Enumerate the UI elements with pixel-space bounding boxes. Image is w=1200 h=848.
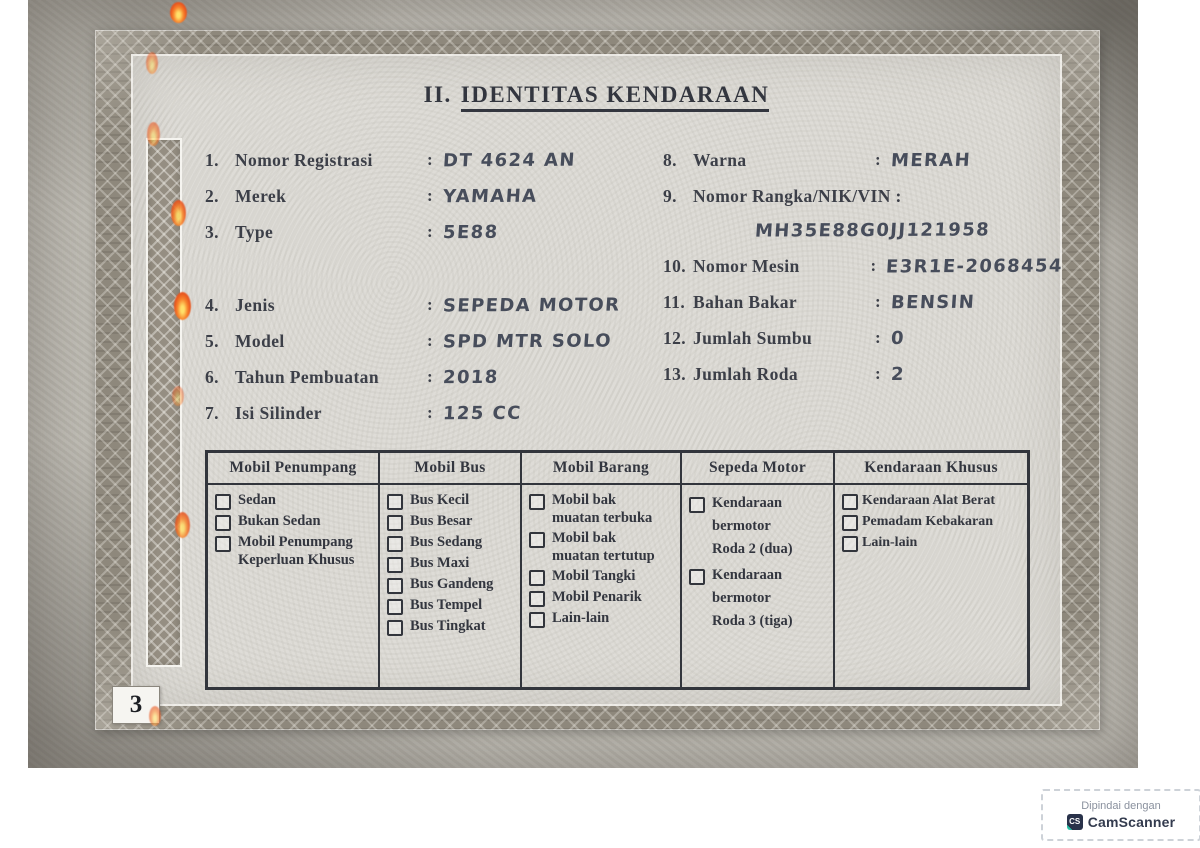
checkbox-icon (215, 515, 231, 531)
section-number: II. (423, 82, 452, 107)
field-value-handwritten: MH35E88G0JJ121958 (754, 218, 991, 242)
field-number: 10. (663, 255, 687, 276)
vehicle-category-table (205, 450, 1030, 690)
checkbox-item-line: Mobil Penumpang (238, 534, 353, 550)
checkbox-item-line: Bus Tempel (410, 597, 483, 613)
scan-photo (28, 0, 1138, 768)
checkbox-item-label (410, 492, 469, 510)
checkbox-item (842, 492, 1024, 510)
checkbox-item-line: Sedan (238, 492, 276, 508)
field-label-text: Warna (693, 149, 747, 170)
checkbox-item-line: Roda 3 (tiga) (712, 613, 793, 629)
category-header: Mobil Penumpang (208, 453, 378, 485)
field-number: 11. (663, 291, 686, 312)
field-value-handwritten: MERAH (890, 149, 972, 171)
field-value-handwritten: 2018 (442, 366, 500, 388)
field-number: 3. (205, 221, 219, 242)
checkbox-item-label (552, 492, 652, 527)
field-row (205, 287, 655, 323)
field-value-handwritten: E3R1E-2068454 (885, 255, 1064, 277)
field-label (663, 328, 875, 349)
field-label-text: Jumlah Sumbu (693, 327, 813, 348)
checkbox-item-label (712, 564, 793, 633)
field-label-text: Nomor Registrasi (235, 149, 373, 170)
checkbox-item-label (410, 618, 486, 636)
checkbox-item (689, 492, 830, 561)
checkbox-item-line: Mobil Penarik (552, 589, 642, 605)
checkbox-item-label (410, 555, 469, 573)
checkbox-icon (689, 569, 705, 585)
category-body (682, 485, 833, 687)
checkbox-item-label (862, 513, 993, 531)
field-row (205, 142, 655, 178)
field-value-row (663, 214, 1063, 246)
field-number: 9. (663, 185, 677, 206)
field-label (663, 256, 871, 277)
field-colon: : (427, 222, 433, 241)
field-label (205, 295, 427, 316)
checkbox-item (215, 513, 375, 531)
category-column (380, 453, 522, 687)
category-header: Kendaraan Khusus (835, 453, 1027, 485)
checkbox-icon (387, 578, 403, 594)
field-label-text: Type (235, 221, 274, 242)
field-colon: : (427, 403, 433, 422)
checkbox-item (842, 513, 1024, 531)
checkbox-icon (387, 599, 403, 615)
checkbox-icon (529, 591, 545, 607)
checkbox-item (387, 555, 517, 573)
checkbox-item (529, 610, 677, 628)
watermark-brand: CamScanner (1087, 814, 1176, 830)
checkbox-item-line: Keperluan Khusus (238, 551, 355, 568)
checkbox-item-line: Pemadam Kebakaran (862, 514, 994, 529)
category-column (682, 453, 835, 687)
checkbox-icon (529, 532, 545, 548)
checkbox-item (529, 568, 677, 586)
checkbox-item (842, 534, 1024, 552)
field-row (205, 359, 655, 395)
checkbox-icon (842, 494, 858, 510)
field-value-handwritten: DT 4624 AN (442, 149, 577, 171)
category-header: Mobil Barang (522, 453, 680, 485)
checkbox-icon (387, 557, 403, 573)
checkbox-icon (387, 620, 403, 636)
category-body (835, 485, 1027, 687)
checkbox-icon (387, 515, 403, 531)
camscanner-logo-icon: CS (1067, 814, 1083, 830)
field-colon: : (870, 256, 877, 275)
ink-mark (174, 292, 191, 320)
ink-mark (172, 386, 184, 406)
checkbox-item-line: Bus Maxi (410, 555, 470, 571)
field-row (663, 248, 1063, 284)
field-label-text: Model (235, 330, 285, 351)
checkbox-item-label (238, 534, 354, 569)
field-label-text: Jenis (235, 294, 275, 315)
field-value-handwritten: 2 (890, 363, 906, 385)
field-label-text: Nomor Rangka/NIK/VIN : (693, 185, 902, 206)
watermark-brand-row (1067, 814, 1176, 830)
checkbox-item-label (552, 530, 655, 565)
checkbox-item-label (238, 492, 276, 510)
checkbox-item (215, 534, 375, 569)
spacer (205, 250, 655, 287)
field-label-text: Jumlah Roda (693, 363, 799, 384)
field-row (663, 356, 1063, 392)
fields-left-column (205, 142, 655, 431)
field-label-text: Isi Silinder (235, 402, 322, 423)
field-label (205, 222, 427, 243)
field-label-text: Tahun Pembuatan (235, 366, 379, 387)
field-colon: : (427, 150, 433, 169)
category-column (835, 453, 1027, 687)
checkbox-item-label (552, 589, 642, 607)
field-label (205, 186, 427, 207)
field-number: 2. (205, 185, 219, 206)
field-number: 6. (205, 366, 219, 387)
field-number: 7. (205, 402, 219, 423)
field-value-handwritten: 0 (890, 327, 906, 349)
field-label (663, 186, 902, 207)
category-header: Sepeda Motor (682, 453, 833, 485)
checkbox-icon (529, 612, 545, 628)
checkbox-item-line: Mobil bak (552, 492, 617, 508)
checkbox-item-line: Kendaraan (712, 495, 783, 511)
ink-mark (175, 512, 190, 538)
checkbox-item-line: Bukan Sedan (238, 513, 321, 529)
field-colon: : (427, 331, 433, 350)
checkbox-item (529, 589, 677, 607)
field-value-handwritten: YAMAHA (442, 185, 539, 207)
checkbox-item (215, 492, 375, 510)
category-body (380, 485, 520, 687)
checkbox-item-line: Bus Sedang (410, 534, 483, 550)
field-colon: : (875, 150, 881, 169)
checkbox-icon (529, 570, 545, 586)
checkbox-item-line: muatan terbuka (552, 509, 653, 526)
field-colon: : (427, 295, 433, 314)
checkbox-item-line: Lain-lain (862, 535, 918, 550)
checkbox-item (689, 564, 830, 633)
section-title-text: IDENTITAS KENDARAAN (461, 82, 770, 112)
checkbox-item-line: Mobil bak (552, 530, 617, 546)
checkbox-item (387, 534, 517, 552)
category-header: Mobil Bus (380, 453, 520, 485)
field-row (205, 178, 655, 214)
checkbox-item (387, 492, 517, 510)
checkbox-item-line: bermotor (712, 518, 771, 534)
checkbox-item-line: Lain-lain (552, 610, 610, 626)
checkbox-item-label (410, 513, 472, 531)
checkbox-item-line: Bus Tingkat (410, 618, 486, 634)
checkbox-icon (842, 536, 858, 552)
checkbox-item-label (238, 513, 321, 531)
field-colon: : (427, 367, 433, 386)
checkbox-item-label (862, 534, 917, 552)
checkbox-item (387, 576, 517, 594)
field-row (205, 395, 655, 431)
field-row (205, 214, 655, 250)
field-colon: : (875, 364, 881, 383)
category-body (522, 485, 680, 687)
ink-mark (146, 52, 158, 74)
field-row (663, 178, 1063, 214)
section-title (133, 56, 1060, 108)
checkbox-item-label (552, 568, 635, 586)
field-number: 12. (663, 327, 687, 348)
category-column (522, 453, 682, 687)
watermark-text: Dipindai dengan (1081, 800, 1161, 812)
checkbox-icon (689, 497, 705, 513)
checkbox-item-line: Roda 2 (dua) (712, 541, 793, 557)
field-value-handwritten: BENSIN (890, 291, 976, 313)
checkbox-icon (215, 494, 231, 510)
checkbox-item-line: muatan tertutup (552, 547, 655, 564)
checkbox-item (529, 530, 677, 565)
field-number: 5. (205, 330, 219, 351)
checkbox-item-label (552, 610, 609, 628)
page-number-value: 3 (129, 691, 143, 718)
ink-mark (149, 706, 161, 726)
certificate-border (95, 30, 1100, 730)
field-label-text: Merek (235, 185, 287, 206)
field-colon: : (427, 186, 433, 205)
field-number: 8. (663, 149, 677, 170)
checkbox-icon (842, 515, 858, 531)
field-label-text: Bahan Bakar (693, 291, 798, 312)
field-label (205, 331, 427, 352)
checkbox-item-label (410, 597, 482, 615)
checkbox-item-line: Mobil Tangki (552, 568, 636, 584)
camscanner-watermark (1041, 789, 1200, 841)
field-number: 13. (663, 363, 687, 384)
checkbox-item-line: Bus Besar (410, 513, 473, 529)
field-row (205, 323, 655, 359)
checkbox-item (387, 597, 517, 615)
field-value-handwritten: SEPEDA MOTOR (442, 294, 622, 316)
field-label (205, 403, 427, 424)
field-value-handwritten: 125 CC (442, 402, 523, 424)
checkbox-icon (387, 494, 403, 510)
category-column (208, 453, 380, 687)
checkbox-icon (529, 494, 545, 510)
field-row (663, 284, 1063, 320)
checkbox-item-line: Bus Kecil (410, 492, 470, 508)
checkbox-item-line: Bus Gandeng (410, 576, 494, 592)
field-value-handwritten: SPD MTR SOLO (442, 330, 613, 352)
field-colon: : (875, 292, 881, 311)
checkbox-item-label (410, 534, 482, 552)
checkbox-icon (387, 536, 403, 552)
checkbox-item (529, 492, 677, 527)
field-label (205, 150, 427, 171)
checkbox-item-line: bermotor (712, 590, 771, 606)
field-label-text: Nomor Mesin (693, 255, 800, 276)
ink-mark (170, 2, 187, 23)
field-label (663, 150, 875, 171)
ink-mark (147, 122, 160, 146)
checkbox-item-line: Kendaraan (712, 567, 783, 583)
checkbox-item-label (410, 576, 493, 594)
field-colon: : (875, 328, 881, 347)
field-label (663, 292, 875, 313)
field-number: 4. (205, 294, 219, 315)
field-row (663, 320, 1063, 356)
field-value-handwritten: 5E88 (442, 221, 500, 243)
checkbox-item-line: Kendaraan Alat Berat (862, 493, 995, 508)
checkbox-item-label (712, 492, 793, 561)
checkbox-item (387, 513, 517, 531)
category-body (208, 485, 378, 687)
field-row (663, 142, 1063, 178)
certificate-paper (133, 56, 1064, 704)
fields-right-column (663, 142, 1063, 392)
checkbox-item (387, 618, 517, 636)
field-number: 1. (205, 149, 219, 170)
field-label (205, 367, 427, 388)
checkbox-item-label (862, 492, 995, 510)
field-label (663, 364, 875, 385)
checkbox-icon (215, 536, 231, 552)
ink-mark (171, 200, 186, 226)
